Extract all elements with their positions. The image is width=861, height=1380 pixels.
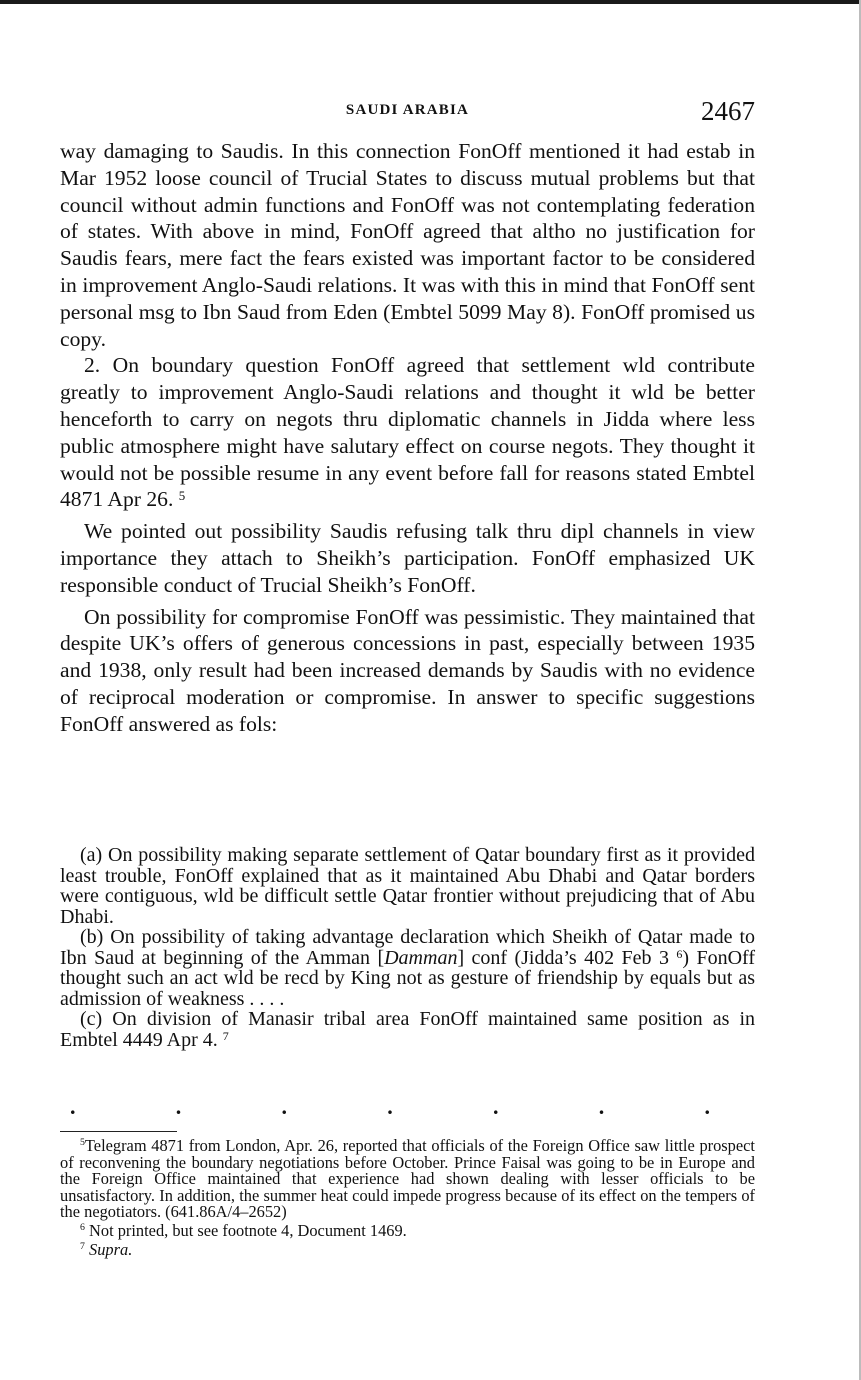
subitem-b [60,927,755,1009]
subitem-b-text: ] conf (Jidda’s 402 Feb 3 [457,946,669,969]
scan-top-border [0,0,861,4]
footnote-ref-5: 5 [178,488,186,504]
ellipsis-dot: . [493,1094,499,1119]
footnote-mark: 5 [80,1137,85,1148]
subitem-c-text: (c) On division of Manasir tribal area FonOff maintained same position as in Embtel 4449 Apr 4. [60,1008,755,1051]
ellipsis-dot: . [70,1094,76,1119]
paragraph-diplomatic-channels: We pointed out possibility Saudis refusing talk thru dipl channels in view importance they attach to Sheikh’s participation. FonOff emphasized UK responsible conduct of Trucial Sheikh’s FonOff. [60,519,755,597]
subitems-list [60,845,755,1050]
ellipsis-dot: . [387,1094,393,1119]
paragraph-text: 2. On boundary question FonOff agreed that settlement wld contribute greatly to improvement Anglo-Saudi relations and thought it wld be better henceforth to carry on negots thru diplomatic channels in Jidda where less public atmosphere might have salutary effect on course negots. They thought it would not be possible resume in any event before fall for reasons stated Embtel 4871 Apr 26. [60,353,755,512]
paragraph-continuation: way damaging to Saudis. In this connection FonOff mentioned it had estab in Mar 1952 loose council of Trucial States to discuss mutual problems but that council without admin functions and FonOff was not contemplating federation of states. With above in mind, FonOff agreed that altho no justification for Saudis fears, mere fact the fears existed was important factor to be considered in improvement Anglo-Saudi relations. It was with this in mind that FonOff sent personal msg to Ibn Saud from Eden (Embtel 5099 May 8). FonOff promised us copy. [60,139,755,351]
paragraph-boundary-question [60,352,755,513]
footnote-text: Telegram 4871 from London, Apr. 26, reported that officials of the Foreign Office saw little prospect of reconvening the boundary negotiations before October. Prince Faisal was going to be in Europe and the Foreign Office maintained that experience had shown dealing with lesser officials to be unsatisfactory. In addition, the summer heat could impede progress because of its effect on the tempers of the negotiators. (641.86A/4–2652) [60,1136,755,1222]
footnote-ref-7: 7 [222,1028,229,1043]
footnote-7 [60,1239,755,1259]
footnote-mark: 7 [80,1240,85,1252]
ellipsis-dot: . [281,1094,287,1119]
subitem-c [60,1009,755,1050]
page-number: 2467 [701,96,755,126]
ellipsis-dot: . [598,1094,605,1119]
footnote-text: Supra. [89,1239,133,1259]
subitem-a: (a) On possibility making separate settlement of Qatar boundary first as it provided least trouble, FonOff explained that as it maintained Abu Dhabi and Qatar borders were contiguous, wld be difficult settle Qatar frontier without prejudicing that of Abu Dhabi. [60,844,755,928]
footnotes [60,1138,755,1258]
running-title: SAUDI ARABIA [345,102,470,118]
footnote-text: Not printed, but see footnote 4, Document 1469. [89,1220,407,1240]
footnote-mark: 6 [80,1221,85,1233]
subitem-b-text: ) FonOff thought such an act wld be recd by King not as gesture of friendship by equals but as admission of weakness . . . . [60,946,755,1010]
ellipsis-dot: . [704,1094,710,1119]
footnote-divider [60,1131,177,1132]
ellipsis-dot: . [175,1094,182,1119]
footnote-ref-6: 6 [676,946,683,961]
body-text [60,138,755,738]
running-head [60,96,755,126]
footnote-5 [60,1138,755,1221]
editorial-correction: Damman [384,946,458,969]
paragraph-compromise: On possibility for compromise FonOff was pessimistic. They maintained that despite UK’s offers of generous concessions in past, especially between 1935 and 1938, only result had been increased demands by Saudis with no evidence of reciprocal moderation or compromise. In answer to specific suggestions FonOff answered as fols: [60,604,755,736]
footnote-6 [60,1220,755,1240]
omission-ellipsis [70,1094,710,1119]
subitem-b-text: (b) On possibility of taking advantage declaration which Sheikh of Qatar made to Ibn Saud at beginning of the Amman [ [60,926,755,969]
